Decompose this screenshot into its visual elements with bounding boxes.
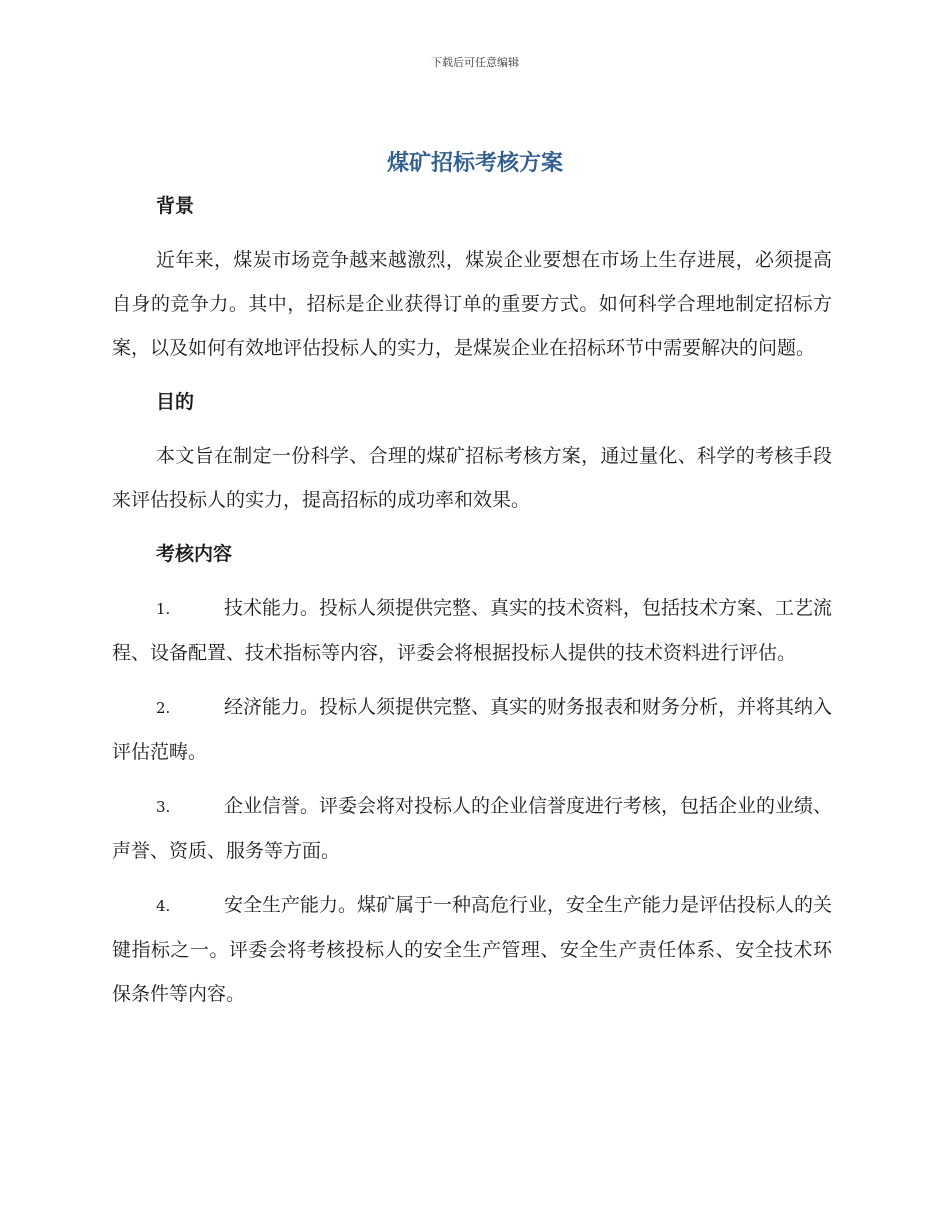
list-item-number: 4. [156, 897, 171, 915]
list-item-text: 企业信誉。评委会将对投标人的企业信誉度进行考核，包括企业的业绩、声誉、资质、服务等方面。 [112, 795, 833, 862]
paragraph-purpose: 本文旨在制定一份科学、合理的煤矿招标考核方案，通过量化、科学的考核手段来评估投标人的实力，提高招标的成功率和效果。 [112, 445, 832, 511]
list-item [112, 883, 832, 1016]
list-item-text: 技术能力。投标人须提供完整、真实的技术资料，包括技术方案、工艺流程、设备配置、技术指标等内容，评委会将根据投标人提供的技术资料进行评估。 [112, 597, 833, 664]
list-item-text: 经济能力。投标人须提供完整、真实的财务报表和财务分析，并将其纳入评估范畴。 [112, 696, 833, 763]
header-note: 下载后可任意编辑 [431, 56, 519, 69]
heading-purpose: 目的 [156, 391, 195, 413]
list-item-number: 1. [156, 600, 171, 618]
document-body [112, 188, 832, 1016]
list-item-number: 2. [156, 699, 171, 717]
list-item [112, 784, 832, 873]
heading-background: 背景 [156, 195, 195, 217]
document-title: 煤矿招标考核方案 [386, 151, 563, 176]
paragraph-background: 近年来，煤炭市场竞争越来越激烈，煤炭企业要想在市场上生存进展，必须提高自身的竞争力。其中，招标是企业获得订单的重要方式。如何科学合理地制定招标方案，以及如何有效地评估投标人的实力，是煤炭企业在招标环节中需要解决的问题。 [112, 249, 832, 359]
list-item-number: 3. [156, 798, 171, 816]
list-item [112, 586, 832, 675]
list-item [112, 685, 832, 774]
list-item-text: 安全生产能力。煤矿属于一种高危行业，安全生产能力是评估投标人的关键指标之一。评委会将考核投标人的安全生产管理、安全生产责任体系、安全技术环保条件等内容。 [112, 894, 833, 1005]
heading-content: 考核内容 [156, 543, 233, 565]
